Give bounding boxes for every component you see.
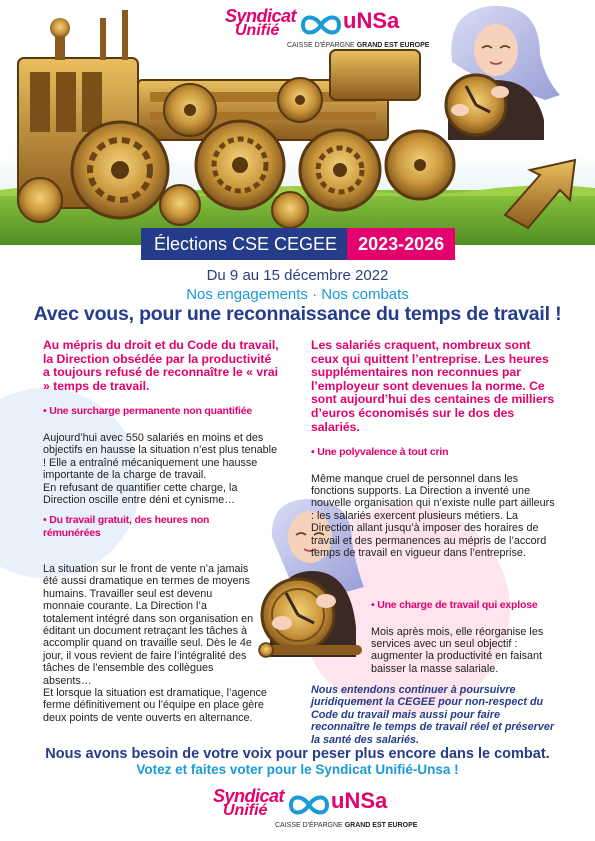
right-column-lower [371,599,556,675]
left-section2-body2: Et lorsque la situation est dramatique, l’agence ferme définitivement ou l’équipe en place gère deux points de vente ouverts en alternance. [43,687,267,724]
left-section1-body2: En refusant de quantifier cette charge, la Direction oscille entre déni et cynisme… [43,481,238,506]
logo-syndicat-text: Syndicat [213,786,285,806]
logo-unsa-text: uNSa [343,8,400,33]
left-section2-title: • Du travail gratuit, des heures non rémunérées [43,514,210,539]
right-section1-title: • Une polyvalence à tout crin [311,446,449,459]
right-column [311,339,556,560]
logo-subtitle: CAISSE D'ÉPARGNE GRAND EST EUROPE [287,42,430,49]
right-section2-body: Mois après mois, elle réorganise les services avec un seul objectif : augmenter la productivité en faisant baisser la masse salariale. [371,625,544,675]
left-section2-body: La situation sur le front de vente n’a jamais été aussi dramatique en termes de moyens humains. Travailler seul est devenu monnaie courante. La Direction l’a totalement intégré dans son organisation en éditant un document retraçant les tâches à accomplir quand on travaille seul. Dès le 4e jour, il vous revient de faire l’intégralité des tâches de l’ensemble des collègues absents… [43,563,254,687]
commitments-tagline: Nos engagements · Nos combats [186,286,409,303]
left-column-lower [43,563,267,724]
right-section2-title: • Une charge de travail qui explose [371,599,538,611]
logo-syndicat-text: Syndicat [225,6,297,26]
union-logo-bottom [213,786,418,838]
logo-unsa-text: uNSa [331,788,388,813]
logo-subtitle: CAISSE D'ÉPARGNE GRAND EST EUROPE [275,822,418,829]
election-dates: Du 9 au 15 décembre 2022 [206,267,389,284]
footer-vote-slogan: Votez et faites voter pour le Syndicat Unifié-Unsa ! [136,762,459,777]
right-intro: Les salariés craquent, nombreux sont ceux qui quittent l’entreprise. Les heures supplémentaires non reconnues par l’employeur sont devenues la norme. Ce sont aujourd’hui des centaines de milliers d’euros économisés sur le dos des salariés. [311,338,555,434]
logo-infinity-icon [287,792,331,818]
footer-call-to-action: Nous avons besoin de votre voix pour peser plus encore dans le combat. [45,746,550,762]
logo-unifie-text: Unifié [235,22,280,39]
right-closing [311,684,561,746]
logo-infinity-icon [299,12,343,38]
logo-unifie-text: Unifié [223,802,268,819]
left-section1-title: • Une surcharge permanente non quantifiée [43,405,253,418]
banner-label: Élections CSE CEGEE [141,228,347,260]
election-banner [141,228,455,260]
left-column [43,339,281,539]
left-intro: Au mépris du droit et du Code du travail, la Direction obsédée par la productivité a toujours refusé de reconnaître le « vrai » temps de travail. [43,338,279,393]
banner-years: 2023-2026 [347,228,455,260]
union-logo-top [225,6,430,58]
closing-statement: Nous entendons continuer à poursuivre juridiquement la CEGEE pour non-respect du Code du travail mais aussi pour faire reconnaître le temps de travail réel et préserver la santé des salariés. [311,684,555,746]
left-section1-body: Aujourd’hui avec 550 salariés en moins et des objectifs en hausse la situation n’est plus tenable ! Elle a entraîné mécaniquement une hausse importante de la charge de travail. [43,431,278,482]
main-headline: Avec vous, pour une reconnaissance du temps de travail ! [33,303,562,325]
right-section1-body: Même manque cruel de personnel dans les fonctions supports. La Direction a inventé une nouvelle organisation qui n’existe nulle part ailleurs : les salariés exercent plusieurs métiers. La Direction allant jusqu’à imposer des horaires de travail et des permanences au mépris de l’accord temps de travail en vigueur dans l’entreprise. [311,472,555,560]
